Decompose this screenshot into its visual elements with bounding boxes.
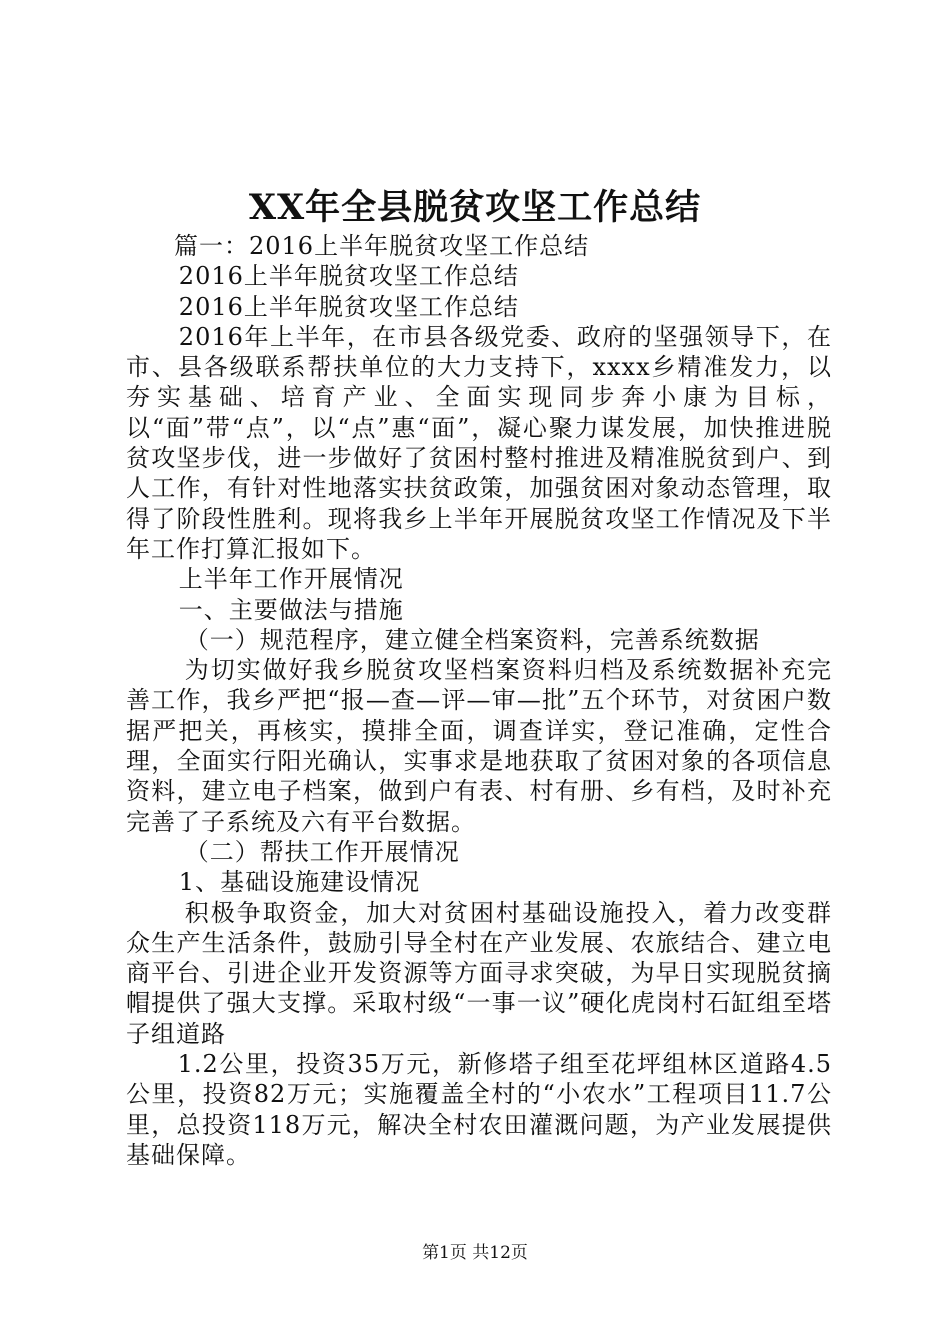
paragraph-body: 1.2公里，投资35万元，新修塔子组至花坪组林区道路4.5公里，投资82万元；实施覆盖全村的“小农水”工程项目11.7公里，总投资118万元，解决全村农田灌溉问题，为产业发展提供基础保障。 bbox=[126, 1050, 832, 1169]
paragraph-section-heading: 一、主要做法与措施 bbox=[178, 595, 404, 624]
paragraph-body: 积极争取资金，加大对贫困村基础设施投入，着力改变群众生产生活条件，鼓励引导全村在产业发展、农旅结合、建立电商平台、引进企业开发资源等方面寻求突破，为早日实现脱贫摘帽提供了强大支撑。采取村级“一事一议”硬化虎岗村石缸组至塔子组道路 bbox=[126, 898, 832, 1048]
paragraph-subsection-heading: （一）规范程序，建立健全档案资料，完善系统数据 bbox=[184, 625, 760, 654]
paragraph-subtitle: 2016上半年脱贫攻坚工作总结 bbox=[178, 262, 519, 291]
document-body bbox=[126, 231, 832, 1170]
document-title: XX年全县脱贫攻坚工作总结 bbox=[248, 187, 702, 228]
paragraph-chapter-heading: 篇一：2016上半年脱贫攻坚工作总结 bbox=[174, 232, 590, 260]
paragraph-body: 2016年上半年，在市县各级党委、政府的坚强领导下，在市、县各级联系帮扶单位的大力支持下，xxxx乡精准发力，以夯实基础、培育产业、全面实现同步奔小康为目标，以“面”带“点”，以“点”惠“面”，凝心聚力谋发展，加快推进脱贫攻坚步伐，进一步做好了贫困村整村推进及精准脱贫到户、到人工作，有针对性地落实扶贫政策，加强贫困对象动态管理，取得了阶段性胜利。现将我乡上半年开展脱贫攻坚工作情况及下半年工作打算汇报如下。 bbox=[126, 322, 832, 563]
paragraph-item-heading: 1、基础设施建设情况 bbox=[178, 868, 421, 897]
paragraph-subtitle: 2016上半年脱贫攻坚工作总结 bbox=[178, 292, 519, 321]
paragraph-body: 为切实做好我乡脱贫攻坚档案资料归档及系统数据补充完善工作，我乡严把“报—查—评—审—批”五个环节，对贫困户数据严把关，再核实，摸排全面，调查详实，登记准确，定性合理，全面实行阳光确认，实事求是地获取了贫困对象的各项信息资料，建立电子档案，做到户有表、村有册、乡有档，及时补充完善了子系统及六有平台数据。 bbox=[126, 656, 832, 836]
paragraph-subsection-heading: （二）帮扶工作开展情况 bbox=[184, 837, 460, 866]
paragraph-section-heading: 上半年工作开展情况 bbox=[178, 565, 404, 594]
page-footer: 第1页 共12页 bbox=[422, 1243, 528, 1263]
